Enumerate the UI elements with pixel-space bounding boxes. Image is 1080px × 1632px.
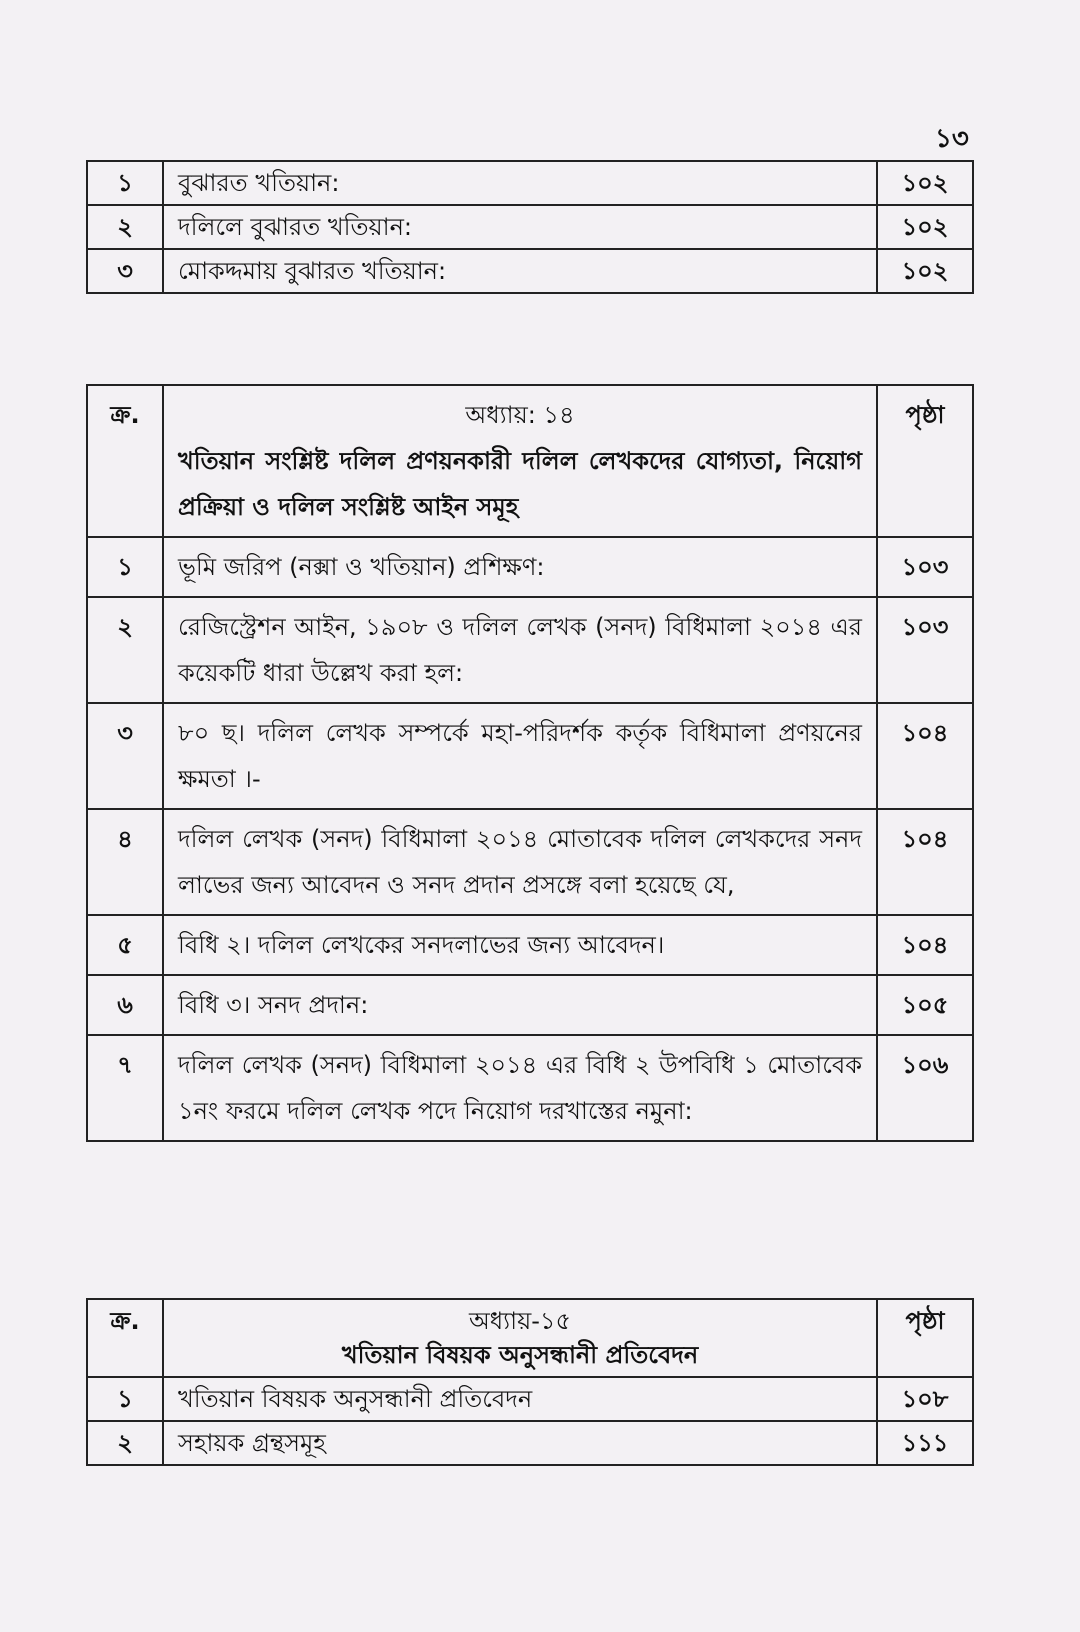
row-number: ৫	[87, 915, 163, 975]
serial-header: ক্র.	[87, 385, 163, 537]
table-header-row	[87, 1299, 973, 1377]
row-number: ৩	[87, 249, 163, 293]
row-page: ১০৫	[877, 975, 973, 1035]
row-number: ৬	[87, 975, 163, 1035]
table-row	[87, 1377, 973, 1421]
row-title: দলিল লেখক (সনদ) বিধিমালা ২০১৪ মোতাবেক দলিল লেখকদের সনদ লাভের জন্য আবেদন ও সনদ প্রদান প্রসঙ্গে বলা হয়েছে যে,	[163, 809, 877, 915]
row-title: মোকদ্দমায় বুঝারত খতিয়ান:	[163, 249, 877, 293]
table-row	[87, 915, 973, 975]
row-page: ১০২	[877, 249, 973, 293]
chapter-header	[163, 1299, 877, 1377]
row-title: ৮০ ছ। দলিল লেখক সম্পর্কে মহা-পরিদর্শক কর্তৃক বিধিমালা প্রণয়নের ক্ষমতা ।-	[163, 703, 877, 809]
row-title: খতিয়ান বিষয়ক অনুসন্ধানী প্রতিবেদন	[163, 1377, 877, 1421]
row-page: ১০৩	[877, 537, 973, 597]
row-number: ১	[87, 1377, 163, 1421]
chapter-header	[163, 385, 877, 537]
row-title: বুঝারত খতিয়ান:	[163, 161, 877, 205]
table-header-row	[87, 385, 973, 537]
row-number: ২	[87, 1421, 163, 1465]
toc-table-chapter-14	[86, 384, 974, 1142]
row-title: দলিলে বুঝারত খতিয়ান:	[163, 205, 877, 249]
table-row	[87, 703, 973, 809]
table-row	[87, 1421, 973, 1465]
table-row	[87, 597, 973, 703]
table-row	[87, 975, 973, 1035]
row-number: ১	[87, 161, 163, 205]
row-title: দলিল লেখক (সনদ) বিধিমালা ২০১৪ এর বিধি ২ উপবিধি ১ মোতাবেক ১নং ফরমে দলিল লেখক পদে নিয়োগ দরখাস্তের নমুনা:	[163, 1035, 877, 1141]
row-page: ১০৬	[877, 1035, 973, 1141]
table-row	[87, 249, 973, 293]
table-row	[87, 1035, 973, 1141]
row-page: ১১১	[877, 1421, 973, 1465]
toc-table-chapter-13-continued	[86, 160, 974, 294]
row-title: সহায়ক গ্রন্থসমূহ	[163, 1421, 877, 1465]
row-title: ভূমি জরিপ (নক্সা ও খতিয়ান) প্রশিক্ষণ:	[163, 537, 877, 597]
row-number: ২	[87, 205, 163, 249]
table-row	[87, 205, 973, 249]
row-number: ৪	[87, 809, 163, 915]
chapter-title: খতিয়ান সংশ্লিষ্ট দলিল প্রণয়নকারী দলিল লেখকদের যোগ্যতা, নিয়োগ প্রক্রিয়া ও দলিল সংশ্লিষ্ট আইন সমূহ	[178, 447, 862, 521]
page-number: ১৩	[935, 124, 969, 154]
row-title: বিধি ৩। সনদ প্রদান:	[163, 975, 877, 1035]
row-title: রেজিস্ট্রেশন আইন, ১৯০৮ ও দলিল লেখক (সনদ) বিধিমালা ২০১৪ এর কয়েকটি ধারা উল্লেখ করা হল:	[163, 597, 877, 703]
chapter-label: অধ্যায়-১৫	[468, 1307, 572, 1335]
row-number: ৩	[87, 703, 163, 809]
table-row	[87, 161, 973, 205]
toc-table-chapter-15	[86, 1298, 974, 1466]
row-number: ৭	[87, 1035, 163, 1141]
serial-header: ক্র.	[87, 1299, 163, 1377]
row-page: ১০৮	[877, 1377, 973, 1421]
table-row	[87, 809, 973, 915]
row-number: ২	[87, 597, 163, 703]
row-page: ১০২	[877, 161, 973, 205]
page-header: পৃষ্ঠা	[877, 1299, 973, 1377]
page-header: পৃষ্ঠা	[877, 385, 973, 537]
chapter-title: খতিয়ান বিষয়ক অনুসন্ধানী প্রতিবেদন	[341, 1341, 699, 1369]
chapter-label: অধ্যায়: ১৪	[465, 401, 575, 429]
row-page: ১০৪	[877, 703, 973, 809]
row-page: ১০৩	[877, 597, 973, 703]
row-number: ১	[87, 537, 163, 597]
row-page: ১০২	[877, 205, 973, 249]
row-page: ১০৪	[877, 809, 973, 915]
row-title: বিধি ২। দলিল লেখকের সনদলাভের জন্য আবেদন।	[163, 915, 877, 975]
row-page: ১০৪	[877, 915, 973, 975]
table-row	[87, 537, 973, 597]
